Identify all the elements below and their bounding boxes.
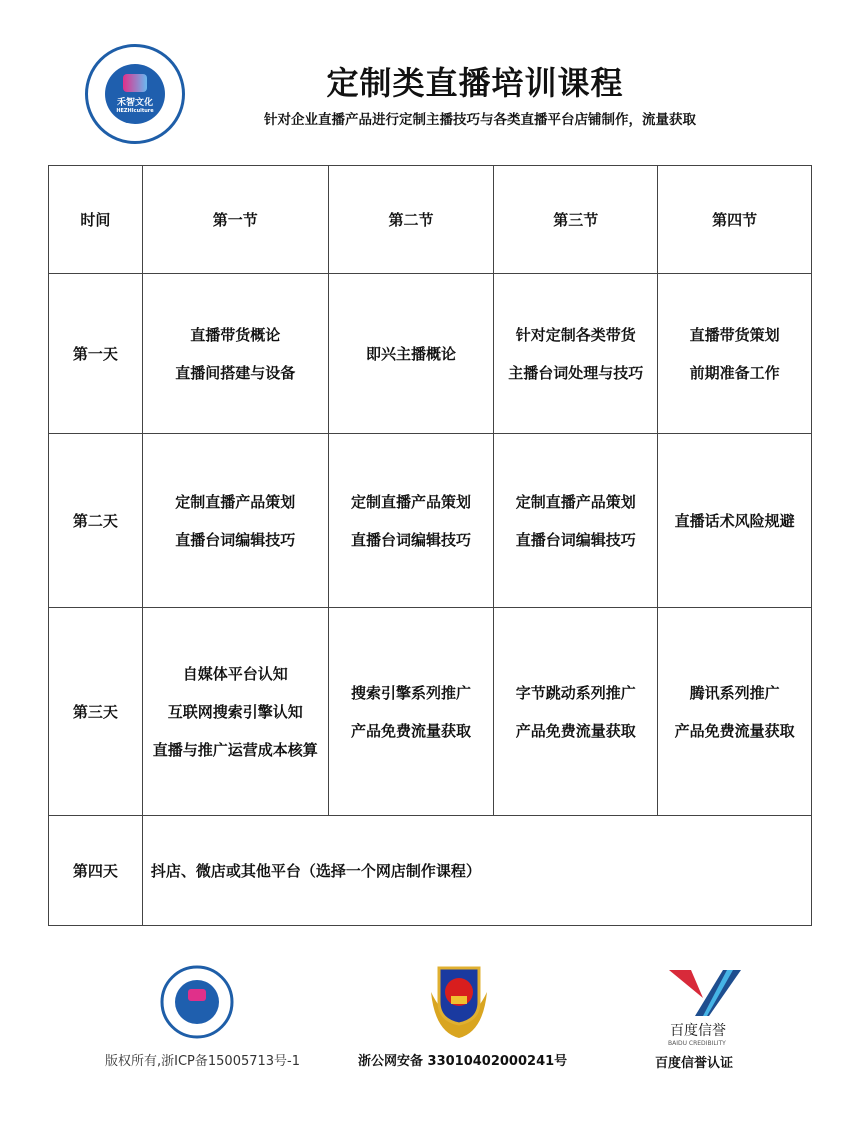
header-cell: 第二节	[328, 166, 494, 274]
course-line: 直播台词编辑技巧	[515, 530, 636, 549]
course-line: 直播台词编辑技巧	[175, 530, 296, 549]
header-cell: 第一节	[142, 166, 328, 274]
course-cell	[328, 434, 494, 608]
police-record-text: 浙公网安备 33010402000241号	[358, 1054, 568, 1069]
header-cell: 第三节	[494, 166, 658, 274]
course-line: 定制直播产品策划	[515, 492, 636, 511]
baidu-credibility-logo	[665, 968, 745, 1018]
course-line: 字节跳动系列推广	[515, 683, 636, 702]
company-logo	[85, 44, 185, 144]
course-line: 产品免费流量获取	[515, 721, 636, 740]
table-row	[49, 274, 812, 434]
course-line: 直播与推广运营成本核算	[152, 740, 318, 759]
course-line: 直播话术风险规避	[674, 511, 795, 530]
police-badge-icon	[425, 962, 493, 1040]
course-cell	[328, 608, 494, 816]
course-cell	[658, 434, 812, 608]
course-cell	[142, 608, 328, 816]
course-cell	[494, 434, 658, 608]
course-cell	[658, 274, 812, 434]
course-line: 直播带货策划	[689, 325, 780, 344]
page-subtitle: 针对企业直播产品进行定制主播技巧与各类直播平台店铺制作，流量获取	[264, 112, 696, 128]
footer-company-logo	[160, 965, 234, 1039]
course-line: 定制直播产品策划	[351, 492, 472, 511]
day-cell: 第一天	[49, 274, 143, 434]
course-line: 直播台词编辑技巧	[351, 530, 472, 549]
header-cell: 第四节	[658, 166, 812, 274]
course-line: 自媒体平台认知	[182, 664, 288, 683]
header-cell: 时间	[49, 166, 143, 274]
merged-course-cell: 抖店、微店或其他平台（选择一个网店制作课程）	[142, 816, 811, 926]
baidu-cert-text: 百度信誉认证	[655, 1056, 734, 1071]
header-row	[49, 166, 812, 274]
baidu-logo-en: BAIDU CREDIBILITY	[668, 1040, 726, 1047]
course-line: 针对定制各类带货	[515, 325, 636, 344]
course-line: 主播台词处理与技巧	[508, 363, 644, 382]
course-line: 产品免费流量获取	[351, 721, 472, 740]
course-line: 互联网搜索引擎认知	[167, 702, 303, 721]
course-line: 产品免费流量获取	[674, 721, 795, 740]
logo-sub: HEZHIculture	[116, 108, 154, 114]
course-cell	[494, 274, 658, 434]
course-line: 搜索引擎系列推广	[351, 683, 472, 702]
icp-text: 版权所有,浙ICP备15005713号-1	[105, 1054, 301, 1069]
day-cell: 第三天	[49, 608, 143, 816]
table-row	[49, 608, 812, 816]
logo-text: 禾智文化	[116, 98, 153, 108]
table-row	[49, 434, 812, 608]
course-cell	[142, 434, 328, 608]
course-cell	[494, 608, 658, 816]
day-cell: 第四天	[49, 816, 143, 926]
course-line: 定制直播产品策划	[175, 492, 296, 511]
course-line: 前期准备工作	[689, 363, 780, 382]
logo-mark-icon	[123, 74, 147, 92]
course-line: 腾讯系列推广	[689, 683, 780, 702]
course-cell	[658, 608, 812, 816]
course-cell	[328, 274, 494, 434]
page-title: 定制类直播培训课程	[326, 64, 624, 102]
table-row	[49, 816, 812, 926]
baidu-logo-text: 百度信誉	[670, 1023, 726, 1039]
course-line: 直播间搭建与设备	[175, 363, 296, 382]
course-line: 即兴主播概论	[366, 344, 457, 363]
schedule-table	[48, 165, 812, 926]
course-line: 直播带货概论	[190, 325, 281, 344]
day-cell: 第二天	[49, 434, 143, 608]
course-cell	[142, 274, 328, 434]
